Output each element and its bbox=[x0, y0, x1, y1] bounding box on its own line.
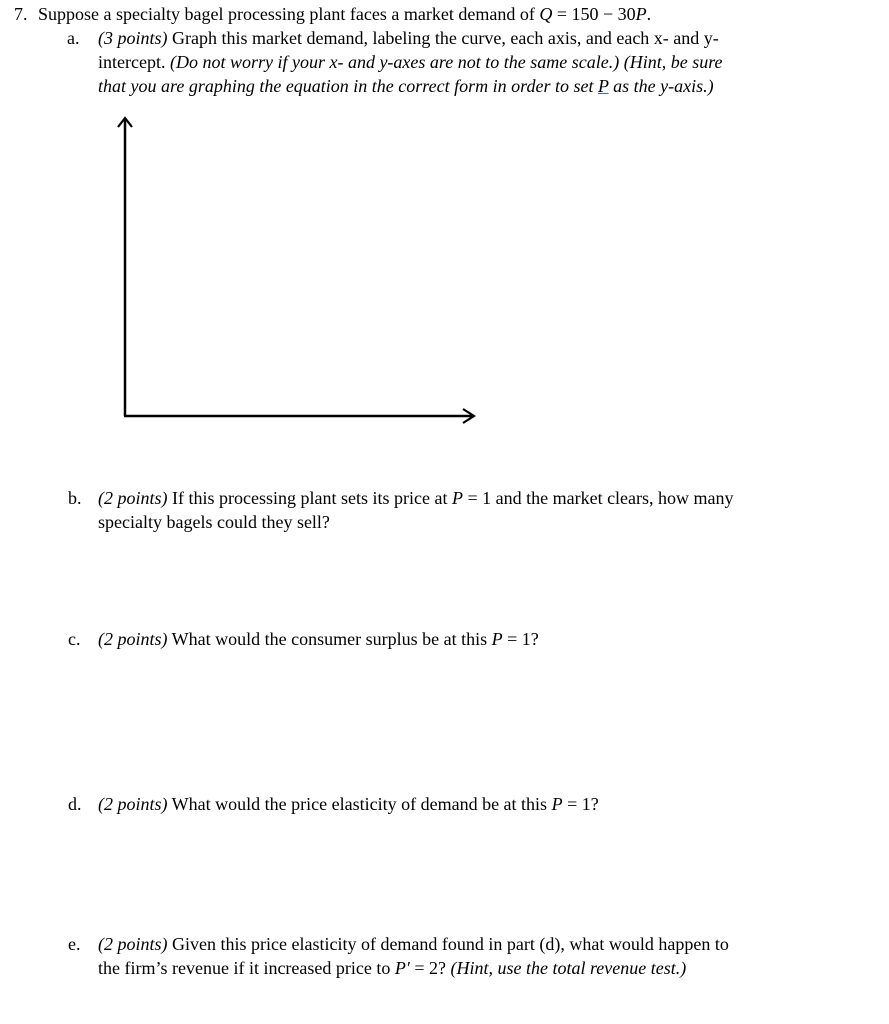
part-b-text: If this processing plant sets its price at bbox=[167, 488, 452, 508]
part-c-line bbox=[98, 627, 539, 651]
part-b-line2: specialty bagels could they sell? bbox=[98, 512, 330, 532]
part-b-points: (2 points) bbox=[98, 488, 168, 508]
part-d-text: What would the price elasticity of demand be at this bbox=[167, 794, 552, 814]
equation-rest: = 150 − 30 bbox=[552, 4, 636, 24]
part-a-note: (Do not worry if your x- and y-axes are not to the same scale.) (Hint, be sure bbox=[169, 52, 723, 72]
part-d-letter: d. bbox=[68, 794, 82, 814]
part-e-p-prime: P′ bbox=[394, 958, 410, 978]
part-e-line2 bbox=[98, 956, 686, 980]
part-e-text: Given this price elasticity of demand found in part (d), what would happen to bbox=[167, 934, 729, 954]
part-a-text: Graph this market demand, labeling the curve, each axis, and each x- and y- bbox=[167, 28, 719, 48]
equation-end: . bbox=[646, 4, 652, 24]
part-b-text-end: and the market clears, how many bbox=[491, 488, 734, 508]
part-c-text-end: = 1? bbox=[502, 629, 539, 649]
part-e-line1 bbox=[98, 932, 729, 956]
part-d-p: P bbox=[551, 794, 563, 814]
part-a-hint-p: P bbox=[597, 76, 609, 96]
part-c-letter: c. bbox=[68, 629, 81, 649]
part-a-hint: that you are graphing the equation in the correct form in order to set bbox=[98, 76, 598, 96]
equation-q: Q bbox=[539, 4, 553, 24]
part-a-points: (3 points) bbox=[98, 28, 168, 48]
part-a-letter: a. bbox=[67, 28, 80, 48]
part-a-text-2: intercept. bbox=[98, 52, 170, 72]
part-e-text-2: the firm’s revenue if it increased price to bbox=[98, 958, 395, 978]
part-e-hint: (Hint, use the total revenue test.) bbox=[445, 958, 687, 978]
question-stem-text: Suppose a specialty bagel processing plant faces a market demand of bbox=[38, 4, 540, 24]
part-c-p: P bbox=[491, 629, 503, 649]
part-e-letter: e. bbox=[68, 934, 81, 954]
part-b-eq: = 1 bbox=[462, 488, 492, 508]
part-c-text: What would the consumer surplus be at this bbox=[167, 629, 492, 649]
part-c-points: (2 points) bbox=[98, 629, 168, 649]
equation-p: P bbox=[635, 4, 647, 24]
part-b-p: P bbox=[451, 488, 463, 508]
part-b-letter: b. bbox=[68, 488, 82, 508]
part-a-hint-end: as the y-axis.) bbox=[608, 76, 714, 96]
question-number: 7. bbox=[14, 4, 28, 24]
part-d-line bbox=[98, 792, 599, 816]
part-d-text-end: = 1? bbox=[562, 794, 599, 814]
part-e-points: (2 points) bbox=[98, 934, 168, 954]
part-e-eq: = 2? bbox=[409, 958, 446, 978]
part-d-points: (2 points) bbox=[98, 794, 168, 814]
part-b-line1 bbox=[98, 486, 734, 510]
